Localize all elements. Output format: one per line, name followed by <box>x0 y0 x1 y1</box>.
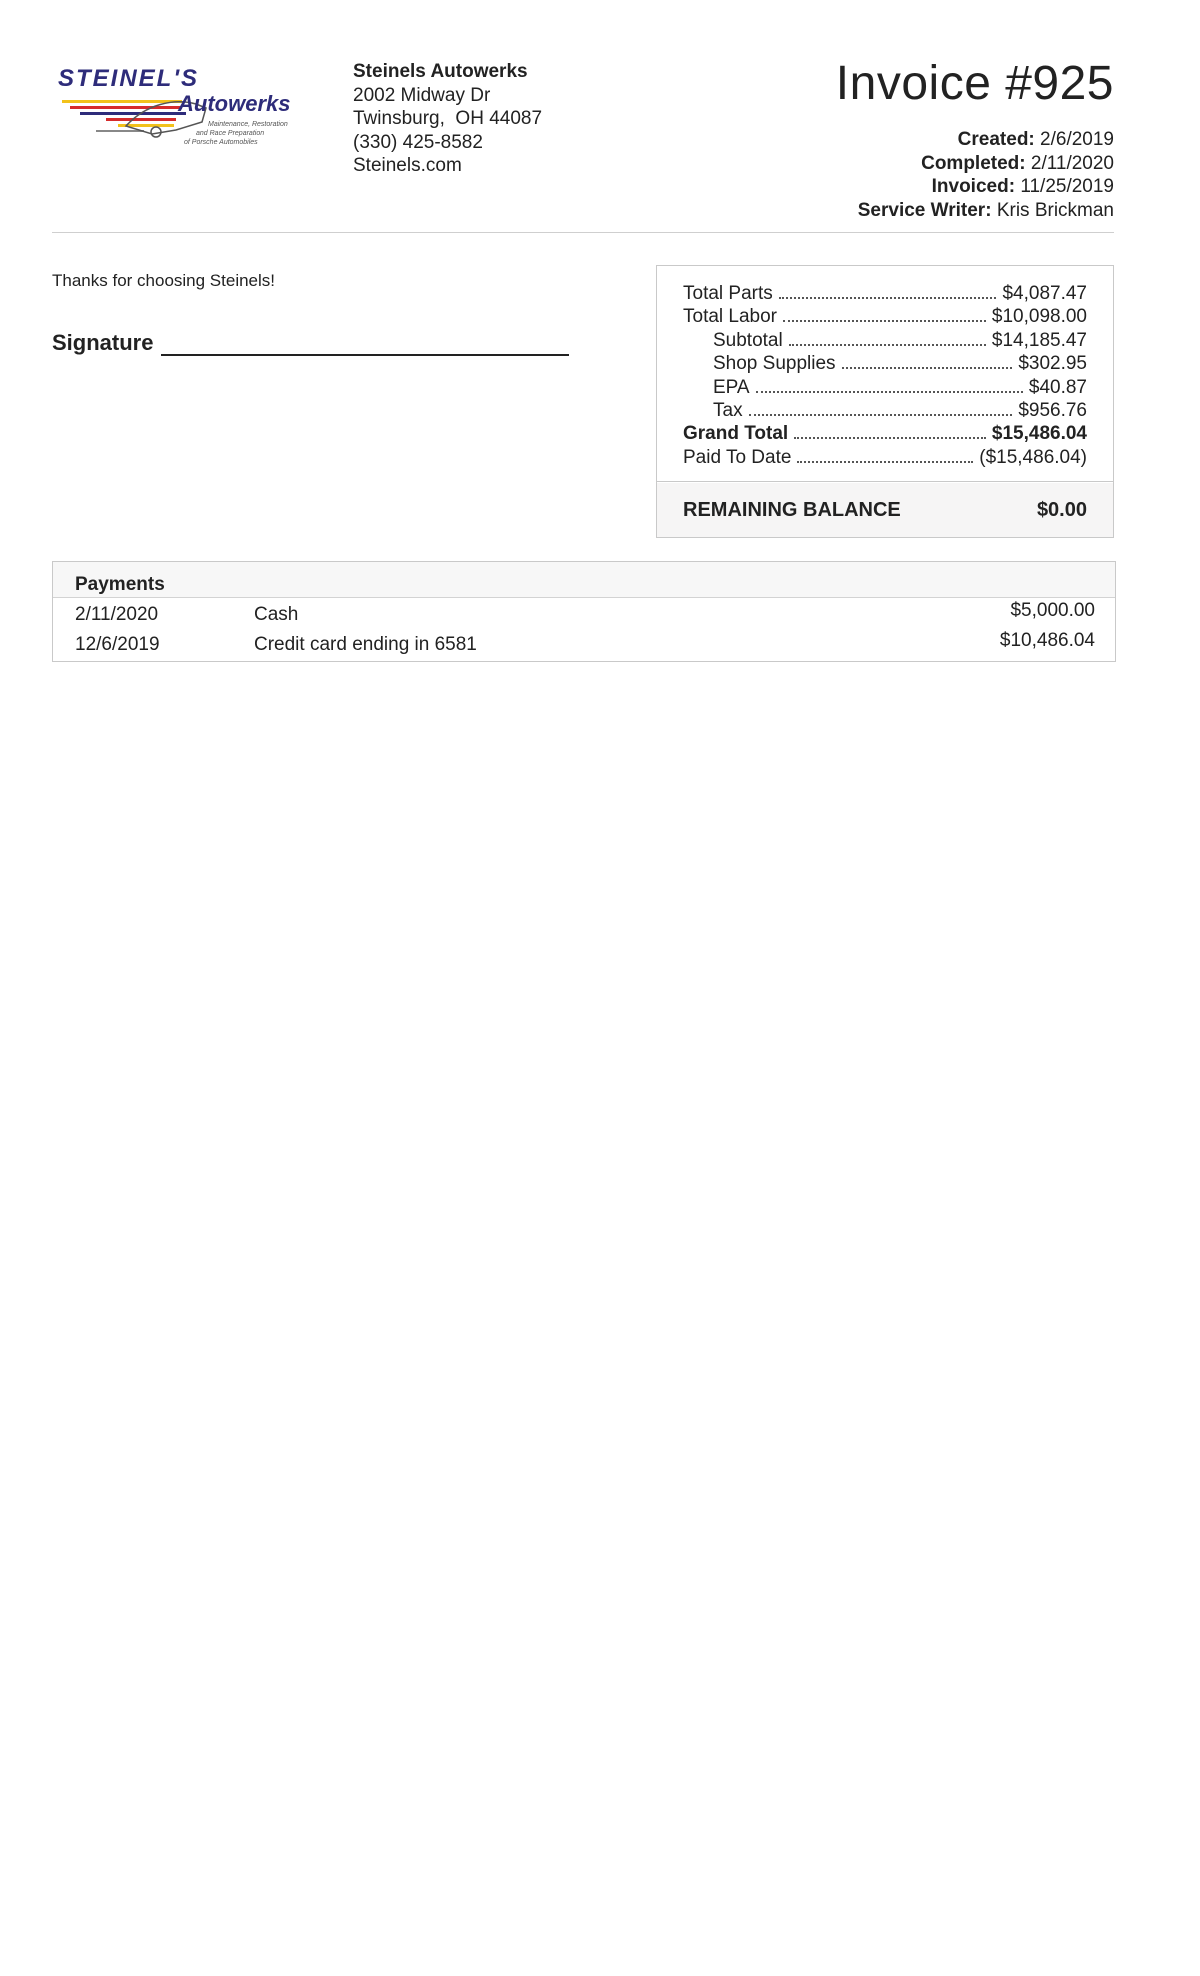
payment-method: Cash <box>254 604 299 625</box>
leader-dots <box>789 344 986 346</box>
invoiced-date: 11/25/2019 <box>1020 176 1114 197</box>
steinels-logo-graphic <box>56 64 328 154</box>
totals-value: $40.87 <box>1028 376 1087 398</box>
svg-text:STEINEL'S: STEINEL'S <box>58 65 200 92</box>
table-row <box>53 600 1115 630</box>
totals-value: $14,185.47 <box>991 329 1087 351</box>
remaining-balance-value: $0.00 <box>1036 498 1087 521</box>
leader-dots <box>794 437 986 439</box>
totals-label: Tax <box>713 400 743 422</box>
svg-text:and Race Preparation: and Race Preparation <box>196 130 265 137</box>
invoice-title: Invoice #925 <box>835 57 1114 110</box>
totals-row-tax <box>683 399 1087 422</box>
remaining-balance <box>657 483 1113 537</box>
payments-header-label: Payments <box>75 574 165 595</box>
totals-box <box>656 265 1114 538</box>
totals-divider <box>657 481 1113 482</box>
totals-value: $10,098.00 <box>991 306 1087 328</box>
company-logo <box>56 64 328 154</box>
header-divider <box>52 232 1114 233</box>
company-name: Steinels Autowerks <box>353 61 528 82</box>
payment-amount: $10,486.04 <box>999 630 1095 651</box>
created-label: Created: <box>957 129 1035 150</box>
invoice-invoiced <box>836 175 1114 199</box>
totals-row-labor <box>683 305 1087 328</box>
signature-label: Signature <box>52 330 154 355</box>
leader-dots <box>756 391 1023 393</box>
totals-label: EPA <box>713 376 750 398</box>
completed-date: 2/11/2020 <box>1030 152 1114 174</box>
invoice-created <box>836 128 1114 152</box>
totals-label: Total Parts <box>683 283 773 304</box>
invoiced-label: Invoiced: <box>931 176 1016 197</box>
leader-dots <box>842 367 1013 369</box>
company-info <box>353 60 542 178</box>
totals-row-paid-to-date <box>683 446 1087 469</box>
totals-value: $15,486.04 <box>991 423 1087 445</box>
totals-value: ($15,486.04) <box>979 446 1087 468</box>
signature-line <box>161 334 569 356</box>
payments-header <box>53 562 1115 598</box>
company-website: Steinels.com <box>353 155 462 176</box>
totals-value: $956.76 <box>1018 400 1087 422</box>
totals-value: $302.95 <box>1018 353 1087 375</box>
totals-row-shop-supplies <box>683 352 1087 375</box>
totals-label: Subtotal <box>713 329 783 351</box>
service-writer-label: Service Writer: <box>857 199 992 221</box>
signature-block <box>52 330 569 356</box>
svg-text:Maintenance, Restoration: Maintenance, Restoration <box>208 121 288 128</box>
totals-row-epa <box>683 376 1087 399</box>
leader-dots <box>783 320 986 322</box>
invoice-header <box>836 56 1114 222</box>
company-address-line2: Twinsburg, OH 44087 <box>353 108 543 129</box>
company-phone: (330) 425-8582 <box>353 131 483 153</box>
table-row <box>53 630 1115 660</box>
totals-row-grand-total <box>683 422 1087 445</box>
created-date: 2/6/2019 <box>1040 129 1114 150</box>
thanks-message: Thanks for choosing Steinels! <box>52 271 276 290</box>
totals-label: Paid To Date <box>683 446 792 468</box>
payment-date: 12/6/2019 <box>75 634 160 655</box>
service-writer-name: Kris Brickman <box>996 199 1114 221</box>
remaining-balance-label: REMAINING BALANCE <box>683 498 901 521</box>
payment-method: Credit card ending in 6581 <box>254 634 477 655</box>
completed-label: Completed: <box>921 152 1026 174</box>
leader-dots <box>749 414 1013 416</box>
svg-text:of Porsche Automobiles: of Porsche Automobiles <box>184 139 258 146</box>
totals-value: $4,087.47 <box>1002 283 1087 304</box>
totals-row-parts <box>683 282 1087 305</box>
totals-label: Grand Total <box>683 423 789 445</box>
totals-label: Total Labor <box>683 306 778 328</box>
totals-row-subtotal <box>683 329 1087 352</box>
invoice-completed <box>836 152 1114 176</box>
invoice-service-writer <box>836 199 1114 223</box>
payment-amount: $5,000.00 <box>1010 600 1095 621</box>
totals-label: Shop Supplies <box>713 353 836 375</box>
company-address-line1: 2002 Midway Dr <box>353 84 491 106</box>
svg-text:Autowerks: Autowerks <box>178 91 291 116</box>
payments-table <box>52 561 1116 662</box>
leader-dots <box>797 461 973 463</box>
payment-date: 2/11/2020 <box>75 604 159 625</box>
leader-dots <box>779 297 997 299</box>
